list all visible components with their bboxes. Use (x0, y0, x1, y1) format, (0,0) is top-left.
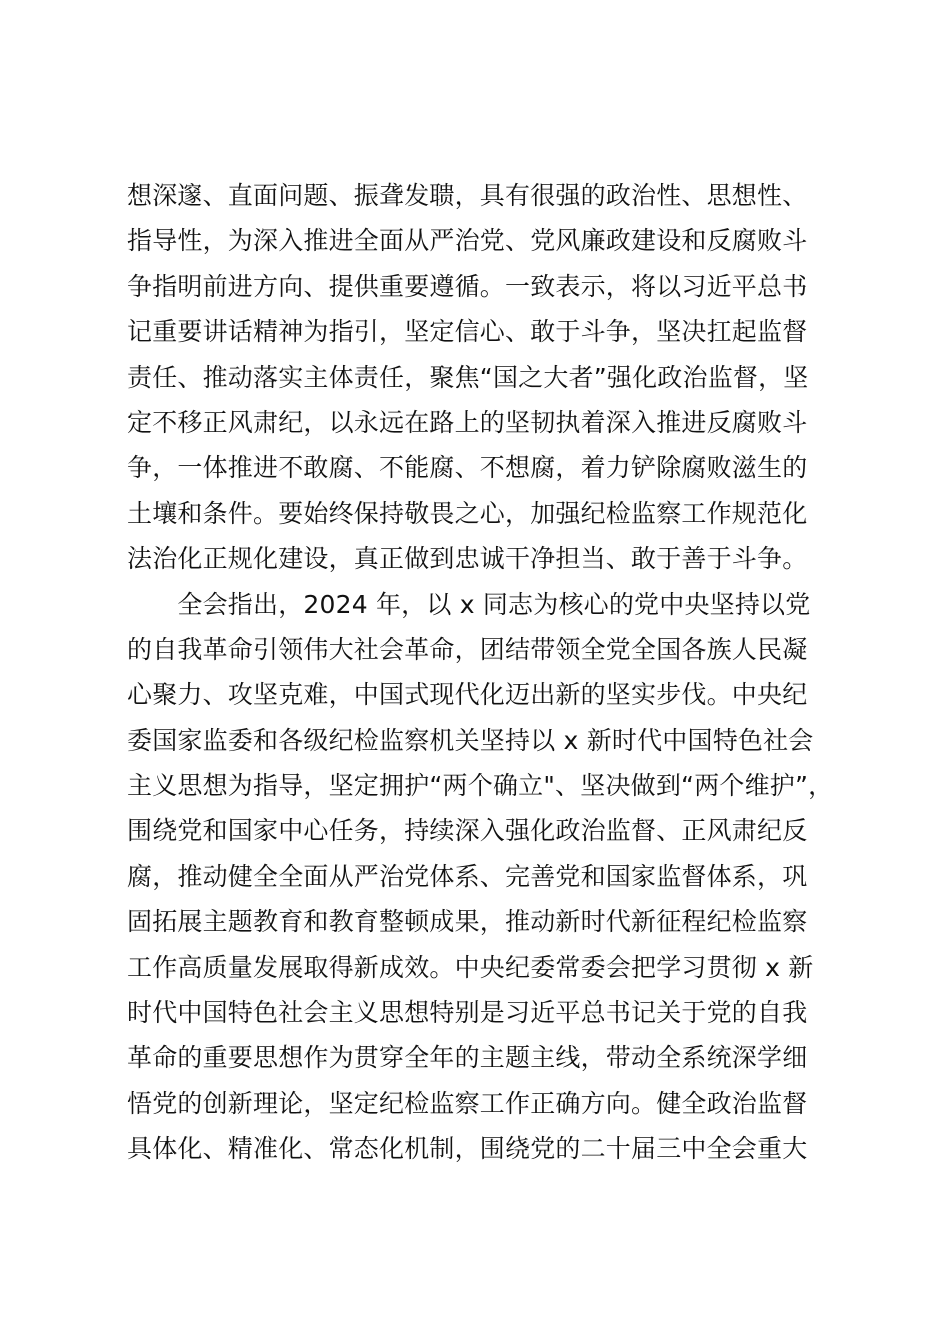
text-line-1: 想深邃、直面问题、振聋发聩，具有很强的政治性、思想性、 (127, 181, 808, 210)
text-line-22: 具体化、精准化、常态化机制，围绕党的二十届三中全会重大 (127, 1134, 808, 1164)
text-line-15: 围绕党和国家中心任务，持续深入强化政治监督、正风肃纪反 (127, 816, 808, 846)
text-line-9: 法治化正规化建设，真正做到忠诚干净担当、敢于善于斗争。 (127, 544, 808, 574)
text-line-8: 土壤和条件。要始终保持敬畏之心，加强纪检监察工作规范化 (127, 498, 808, 528)
body-text (127, 173, 834, 1172)
paragraph-2-first-line: 全会指出，2024 年，以 x 同志为核心的党中央坚持以党 (127, 589, 811, 619)
text-line-11: 的自我革命引领伟大社会革命，团结带领全党全国各族人民凝 (127, 634, 808, 664)
text-line-18: 工作高质量发展取得新成效。中央纪委常委会把学习贯彻 x 新 (127, 952, 814, 982)
text-line-20: 革命的重要思想作为贯穿全年的主题主线，带动全系统深学细 (127, 1043, 808, 1073)
text-line-2: 指导性，为深入推进全面从严治党、党风廉政建设和反腐败斗 (127, 226, 808, 256)
text-line-7: 争，一体推进不敢腐、不能腐、不想腐，着力铲除腐败滋生的 (127, 453, 808, 483)
text-line-3: 争指明前进方向、提供重要遵循。一致表示，将以习近平总书 (127, 271, 808, 301)
text-line-17: 固拓展主题教育和教育整顿成果，推动新时代新征程纪检监察 (127, 907, 808, 937)
text-line-12: 心聚力、攻坚克难，中国式现代化迈出新的坚实步伐。中央纪 (127, 680, 808, 710)
text-line-16: 腐，推动健全全面从严治党体系、完善党和国家监督体系，巩 (127, 861, 808, 891)
text-line-5: 责任、推动落实主体责任，聚焦“国之大者”强化政治监督，坚 (127, 362, 809, 392)
text-line-14: 主义思想为指导，坚定拥护“两个确立"、坚决做到“两个维护”， (127, 771, 834, 801)
text-line-21: 悟党的创新理论，坚定纪检监察工作正确方向。健全政治监督 (127, 1088, 808, 1118)
text-line-13: 委国家监委和各级纪检监察机关坚持以 x 新时代中国特色社会 (127, 725, 814, 755)
text-line-19: 时代中国特色社会主义思想特别是习近平总书记关于党的自我 (127, 998, 808, 1028)
text-line-6: 定不移正风肃纪，以永远在路上的坚韧执着深入推进反腐败斗 (127, 407, 808, 437)
text-line-4: 记重要讲话精神为指引，坚定信心、敢于斗争，坚决扛起监督 (127, 317, 808, 347)
